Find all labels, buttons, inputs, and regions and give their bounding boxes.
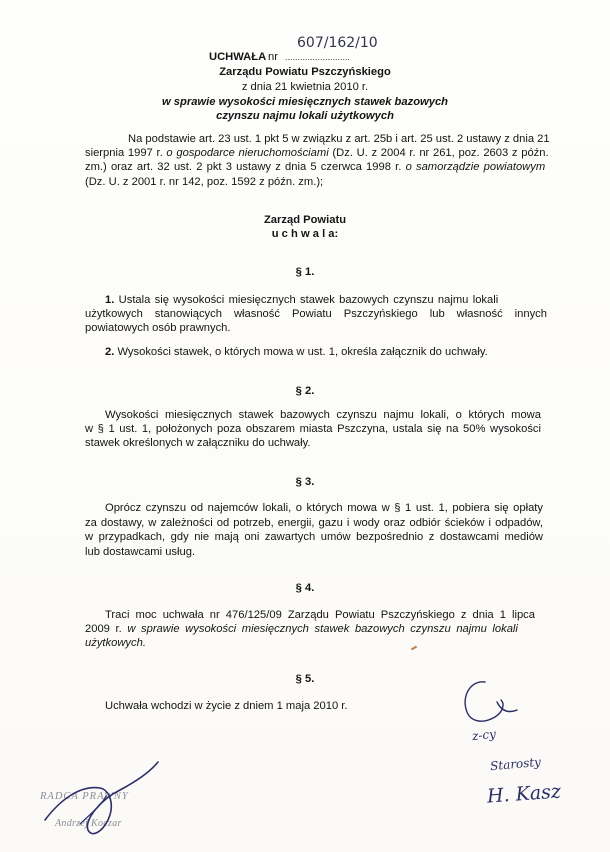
resolution-subject-line-2: czynszu najmu lokali użytkowych [216, 110, 394, 122]
resolution-number-handwritten: 607/162/10 [297, 35, 378, 51]
section-3-heading: § 3. [295, 476, 315, 488]
section-1-point-1-line-2: użytkowych stanowiących własność Powiatu Pszczyńskiego lub własność innych [85, 308, 547, 320]
section-4-line-1: Traci moc uchwała nr 476/125/09 Zarządu Powiatu Pszczyńskiego z dnia 1 lipca [105, 609, 535, 621]
resolution-number-label: nr [268, 51, 278, 63]
resolution-subject-line-1: w sprawie wysokości miesięcznych stawek bazowych [161, 96, 449, 108]
section-3-line-4: lub dostawcami usług. [85, 546, 196, 558]
section-4-line-2: 2009 r. w sprawie wysokości miesięcznych stawek bazowych czynszu najmu lokali [85, 623, 518, 635]
section-4-line-3: użytkowych. [85, 637, 146, 649]
section-1-point-1-line-3: powiatowych osób prawnych. [85, 322, 231, 334]
legal-adviser-stamp-name: Andrzej Koczar [55, 818, 122, 829]
section-2-line-3: stawek określonych w załączniku do uchwały. [85, 437, 311, 449]
section-4-heading: § 4. [295, 582, 315, 594]
ink-mark [411, 646, 417, 651]
resolving-body: Zarząd Powiatu [263, 214, 347, 226]
handwritten-signature: H. Kasz [486, 780, 562, 808]
resolution-date: z dnia 21 kwietnia 2010 r. [241, 81, 369, 93]
section-2-heading: § 2. [295, 385, 315, 397]
section-2-line-2: w § 1 ust. 1, położonych poza obszarem miasta Pszczyna, ustala się na 50% wysokości [85, 423, 541, 435]
legal-adviser-stamp-title: RADCA PRAWNY [40, 791, 129, 802]
issuer-title: Zarządu Powiatu Pszczyńskiego [219, 66, 391, 78]
section-3-line-3: w przypadkach, gdy nie mają oni zawartych umów bezpośrednio z dostawcami mediów [85, 531, 543, 543]
preamble-line-3: zm.) oraz art. 32 ust. 2 pkt 3 ustawy z dnia 5 czerwca 1998 r. o samorządzie powiatowym [85, 161, 546, 173]
section-3-line-1: Oprócz czynszu od najemców lokali, o których mowa w § 1 ust. 1, pobiera się opłaty [105, 502, 543, 514]
section-3-line-2: za dostawy, w zależności od potrzeb, energii, gazu i wody oraz odbiór ścieków i odpadów, [85, 517, 543, 529]
section-1-point-2-line-1: 2. Wysokości stawek, o których mowa w ust. 1, określa załącznik do uchwały. [105, 346, 488, 358]
resolution-number-dots: .......................... [285, 52, 351, 62]
section-1-point-1-line-1: 1. Ustala się wysokości miesięcznych stawek bazowych czynszu najmu lokali [105, 294, 499, 306]
endorsement-line-1: z-cy [471, 726, 497, 744]
section-5-line-1: Uchwała wchodzi w życie z dniem 1 maja 2010 r. [105, 700, 348, 712]
resolving-verb: u c h w a l a: [271, 228, 339, 240]
section-1-heading: § 1. [295, 266, 315, 278]
endorsement-line-2: Starosty [489, 754, 542, 774]
preamble-line-4: (Dz. U. z 2001 r. nr 142, poz. 1592 z późn. zm.); [85, 176, 324, 188]
resolution-title-label: UCHWAŁA [209, 51, 267, 63]
section-5-heading: § 5. [295, 673, 315, 685]
preamble-line-1: Na podstawie art. 23 ust. 1 pkt 5 w związku z art. 25b i art. 25 ust. 2 ustawy z dnia 21 [128, 133, 550, 145]
preamble-line-2: sierpnia 1997 r. o gospodarce nieruchomościami (Dz. U. z 2004 r. nr 261, poz. 2603 z późn. [85, 147, 549, 159]
legal-adviser-signature [40, 760, 200, 850]
section-2-line-1: Wysokości miesięcznych stawek bazowych czynszu najmu lokali, o których mowa [105, 409, 541, 421]
